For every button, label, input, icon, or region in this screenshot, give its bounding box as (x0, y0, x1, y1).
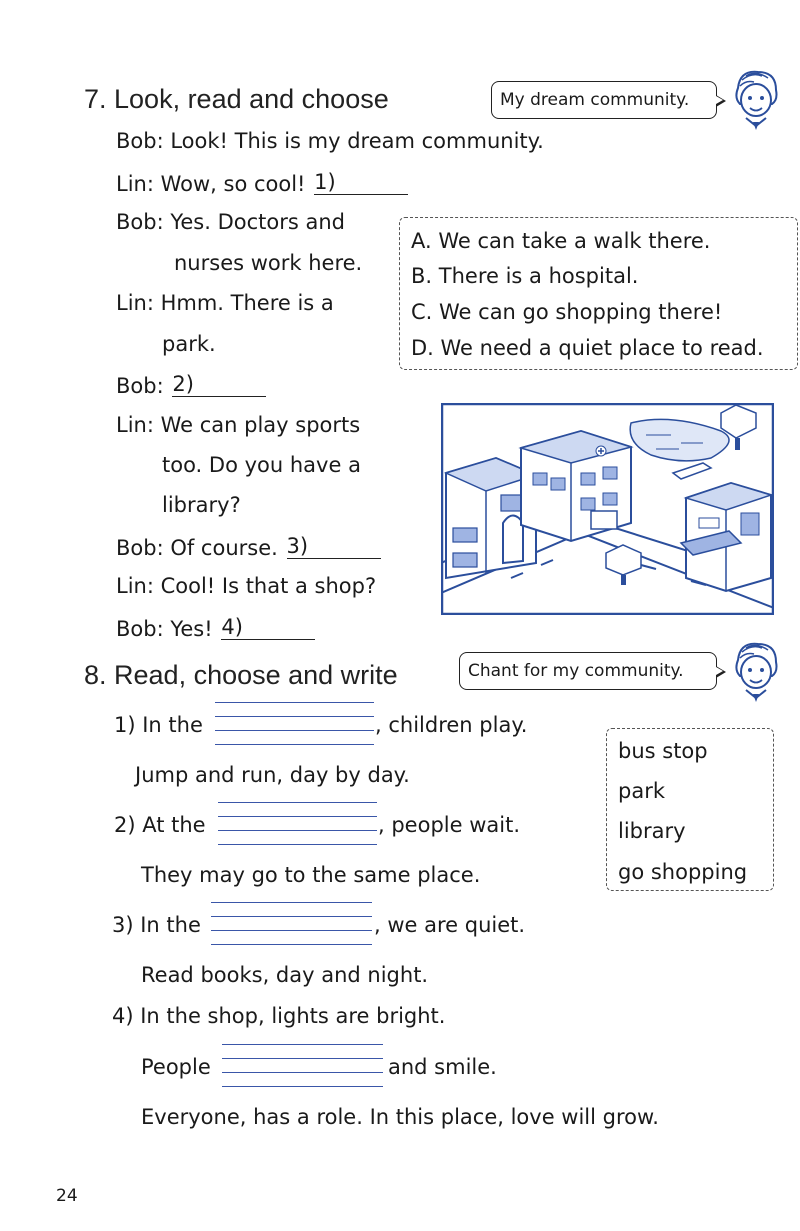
option-b: B. There is a hospital. (411, 264, 639, 288)
speech-bubble-text: Chant for my community. (468, 661, 684, 681)
chant-line: , people wait. (378, 813, 520, 837)
word-bank-item: go shopping (618, 860, 748, 884)
word-bank-item: park (618, 779, 665, 803)
answer-blank-2[interactable]: 2) (172, 374, 266, 397)
dialogue-line: too. Do you have a (162, 453, 361, 477)
boy-avatar-icon (726, 638, 784, 704)
answer-blank-3[interactable]: 3) (287, 536, 381, 559)
dialogue-line: Bob: 2) (116, 374, 266, 397)
writing-lines-4[interactable] (222, 1044, 383, 1086)
speech-bubble-text: My dream community. (500, 90, 690, 110)
chant-line: Jump and run, day by day. (135, 763, 410, 787)
chant-line: 4) In the shop, lights are bright. (112, 1004, 446, 1028)
dialogue-line: library? (162, 493, 241, 517)
answer-blank-1[interactable]: 1) (314, 172, 408, 195)
chant-line: 2) At the (114, 813, 206, 837)
chant-line: People (141, 1055, 211, 1079)
dialogue-line: Bob: Yes. Doctors and (116, 210, 345, 234)
dialogue-line: Lin: Wow, so cool! 1) (116, 172, 408, 195)
boy-avatar-icon (726, 66, 784, 132)
writing-lines-2[interactable] (218, 802, 377, 844)
option-c: C. We can go shopping there! (411, 300, 723, 324)
word-bank-item: bus stop (618, 739, 708, 763)
chant-line: and smile. (388, 1055, 497, 1079)
speech-bubble-7 (491, 81, 717, 119)
page-number: 24 (56, 1186, 78, 1206)
community-illustration (441, 403, 774, 615)
chant-line: , we are quiet. (374, 913, 526, 937)
option-a: A. We can take a walk there. (411, 229, 711, 253)
dialogue-line: Bob: Look! This is my dream community. (116, 129, 544, 153)
dialogue-line: Bob: Of course. 3) (116, 536, 381, 559)
chant-line: Read books, day and night. (141, 963, 429, 987)
word-bank-item: library (618, 819, 686, 843)
dialogue-line: park. (162, 332, 216, 356)
writing-lines-3[interactable] (211, 902, 372, 944)
dialogue-line: Bob: Yes! 4) (116, 617, 315, 640)
chant-line: , children play. (375, 713, 528, 737)
option-d: D. We need a quiet place to read. (411, 336, 764, 360)
chant-line: 3) In the (112, 913, 201, 937)
speech-bubble-8 (459, 652, 717, 690)
dialogue-line: Lin: Hmm. There is a (116, 291, 334, 315)
writing-lines-1[interactable] (215, 702, 374, 744)
chant-line: 1) In the (114, 713, 203, 737)
section-7-title: 7. Look, read and choose (84, 84, 389, 114)
chant-line: Everyone, has a role. In this place, love will grow. (141, 1105, 659, 1129)
section-8-title: 8. Read, choose and write (84, 660, 398, 690)
dialogue-line: nurses work here. (174, 251, 363, 275)
dialogue-line: Lin: We can play sports (116, 413, 361, 437)
dialogue-line: Lin: Cool! Is that a shop? (116, 574, 377, 598)
chant-line: They may go to the same place. (141, 863, 481, 887)
answer-blank-4[interactable]: 4) (221, 617, 315, 640)
